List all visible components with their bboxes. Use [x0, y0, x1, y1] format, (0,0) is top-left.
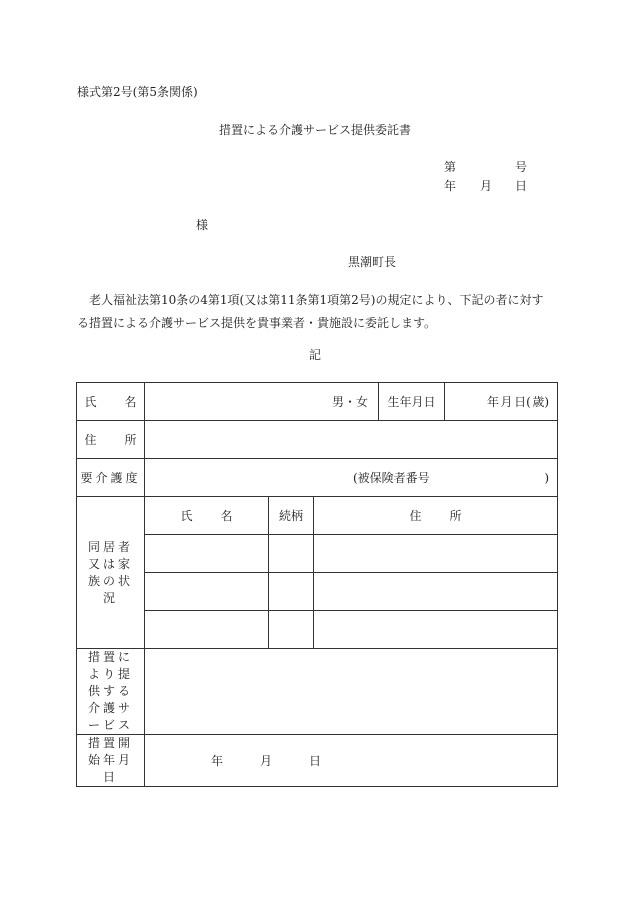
cohab-header-row [77, 497, 558, 535]
name-label-char-2: 名 [124, 394, 137, 409]
address-label-cell [77, 421, 145, 459]
cohab-2-name[interactable] [145, 573, 269, 611]
start-year-unit: 年 [211, 753, 224, 768]
care-level-label: 要介護度 [77, 459, 145, 497]
dob-month-unit: 月 [500, 394, 513, 409]
doc-number-prefix: 第 [444, 160, 457, 174]
name-label-cell [77, 383, 145, 421]
cohab-address-header [314, 497, 558, 535]
services-value-cell[interactable] [145, 649, 558, 735]
address-label-char-1: 住 [84, 432, 97, 447]
services-row [77, 649, 558, 735]
cohab-2-relation[interactable] [269, 573, 314, 611]
dob-year-unit: 年 [487, 394, 500, 409]
address-label-char-2: 所 [124, 432, 137, 447]
sex-options[interactable]: 男・女 [331, 394, 368, 409]
cohab-3-relation[interactable] [269, 611, 314, 649]
dob-value[interactable] [445, 396, 557, 408]
insured-number-close: ) [544, 470, 549, 485]
care-level-value-cell[interactable] [145, 459, 558, 497]
cohab-3-address[interactable] [314, 611, 558, 649]
cohab-row-2 [77, 573, 558, 611]
cohabitants-label: 同居者又は家族の状況 [77, 497, 145, 649]
cohab-1-name[interactable] [145, 535, 269, 573]
issuer: 黒潮町長 [348, 255, 397, 269]
cohab-1-address[interactable] [314, 535, 558, 573]
start-date-label: 措置開始年月日 [77, 735, 145, 787]
care-service-table [76, 382, 558, 787]
services-label: 措置により提供する介護サービス [77, 649, 145, 735]
doc-date-day: 日 [515, 179, 528, 193]
dob-wrapper [379, 383, 558, 421]
cohab-address-char-2: 所 [449, 508, 462, 523]
cohab-relation-header: 続柄 [269, 497, 314, 535]
start-month-unit: 月 [259, 753, 272, 768]
name-row [77, 383, 558, 421]
cohab-name-header [145, 497, 269, 535]
doc-date-year: 年 [444, 179, 457, 193]
cohab-1-relation[interactable] [269, 535, 314, 573]
address-row [77, 421, 558, 459]
body-text: 老人福祉法第10条の4第1項(又は第11条第1項第2号)の規定により、下記の者に対する措置による介護サービス提供を貴事業者・貴施設に委託します。 [77, 293, 544, 330]
insured-number-label: (被保険者番号 [353, 470, 430, 485]
dob-day-unit: 日( [514, 394, 531, 409]
cohab-2-address[interactable] [314, 573, 558, 611]
doc-date-month: 月 [480, 179, 493, 193]
form-number: 様式第2号(第5条関係) [77, 85, 198, 99]
addressee-suffix: 様 [196, 218, 209, 232]
address-value-cell[interactable] [145, 421, 558, 459]
cohab-name-char-2: 名 [220, 508, 233, 523]
dob-label: 生年月日 [379, 383, 445, 420]
cohab-address-char-1: 住 [409, 508, 422, 523]
start-day-unit: 日 [308, 753, 321, 768]
care-level-row [77, 459, 558, 497]
document-title: 措置による介護サービス提供委託書 [218, 123, 411, 137]
cohab-row-1 [77, 535, 558, 573]
cohab-3-name[interactable] [145, 611, 269, 649]
dob-age-unit: 歳) [532, 394, 549, 409]
ki-label: 記 [308, 348, 321, 362]
cohab-row-3 [77, 611, 558, 649]
name-value-cell[interactable] [145, 383, 379, 421]
doc-number-suffix: 号 [515, 160, 528, 174]
start-date-row [77, 735, 558, 787]
start-date-value-cell[interactable] [145, 735, 558, 787]
cohab-name-char-1: 氏 [180, 508, 193, 523]
name-label-char-1: 氏 [84, 394, 97, 409]
